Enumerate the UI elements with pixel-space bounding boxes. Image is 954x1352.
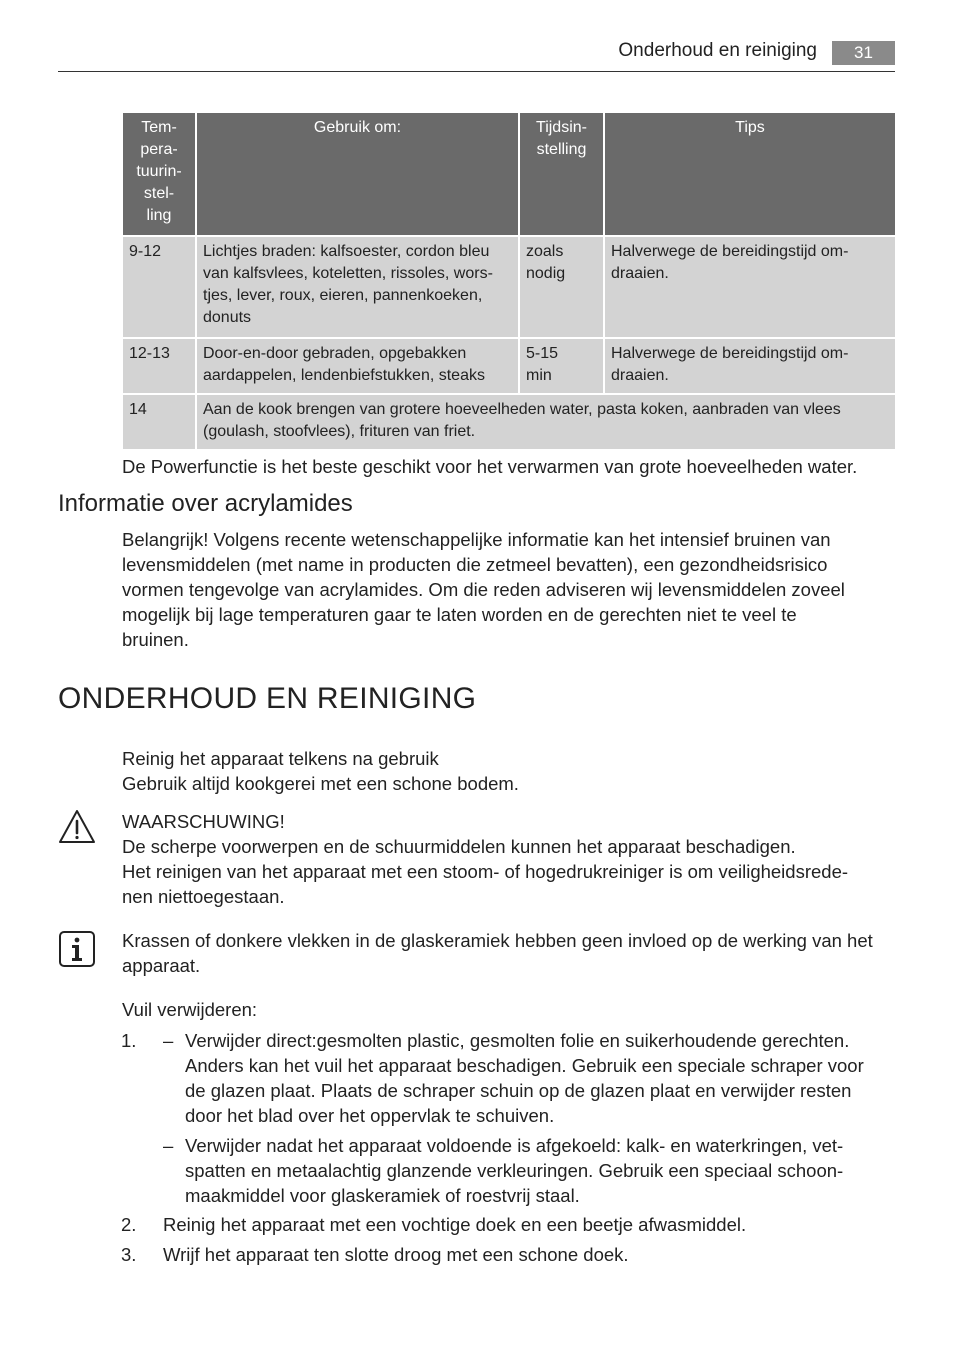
cell-temp: 9-12	[122, 236, 196, 338]
table-row	[122, 236, 896, 338]
cell-use: Aan de kook brengen van grotere hoeveelheden water, pasta koken, aanbraden van vlees (goulash, stoofvlees), frituren van friet.	[196, 394, 896, 450]
step-1a-text: Verwijder direct:gesmolten plastic, gesmolten folie en suikerhoudende gerechten. Anders kan het vuil het apparaat beschadigen. Gebruik een speciale schraper voor de glazen plaat. Plaats de schraper schuin op de glazen plaat en verwijder resten door het blad over het oppervlak te schuiven.	[185, 1030, 864, 1126]
header-time: Tijdsin- stelling	[519, 112, 604, 236]
maintenance-intro: Reinig het apparaat telkens na gebruik Gebruik altijd kookgerei met een schone bodem.	[122, 748, 519, 794]
step-1-number: 1.	[121, 1030, 137, 1051]
header-use: Gebruik om:	[196, 112, 519, 236]
important-label: Belangrijk!	[122, 529, 209, 550]
cell-time: zoals nodig	[519, 236, 604, 338]
bullet-dash: –	[163, 1135, 174, 1156]
step-2-text: Reinig het apparaat met een vochtige doek en een beetje afwasmiddel.	[163, 1214, 747, 1235]
acrylamides-paragraph: Belangrijk! Volgens recente wetenschappelijke informatie kan het intensief bruinen van levensmiddelen (met name in producten die zetmeel bevatten), een gezondheidsrisico vormen tengevolge van acrylamides. Om die reden adviseren wij levensmiddelen zoveel mogelijk bij lage temperaturen gaar te laten worden en de gerechten niet te veel te bruinen.	[122, 529, 845, 650]
step-2-number: 2.	[121, 1214, 137, 1235]
acrylamides-heading: Informatie over acrylamides	[58, 490, 353, 517]
cell-tips: Halverwege de bereidingstijd om- draaien.	[604, 236, 896, 338]
table-row	[122, 338, 896, 394]
cell-temp: 12-13	[122, 338, 196, 394]
header-title: Onderhoud en reiniging	[618, 40, 817, 61]
warning-title: WAARSCHUWING!	[122, 811, 285, 832]
cell-temp: 14	[122, 394, 196, 450]
info-block: Krassen of donkere vlekken in de glaskeramiek hebben geen invloed op de werking van het apparaat.	[122, 930, 873, 976]
section-heading: ONDERHOUD EN REINIGING	[58, 682, 477, 715]
temperature-table	[121, 111, 897, 451]
cell-tips: Halverwege de bereidingstijd om- draaien.	[604, 338, 896, 394]
header-tips: Tips	[604, 112, 896, 236]
dirt-heading: Vuil verwijderen:	[122, 999, 258, 1020]
bullet-dash: –	[163, 1030, 174, 1051]
warning-block: WAARSCHUWING! De scherpe voorwerpen en de schuurmiddelen kunnen het apparaat beschadigen. Het reinigen van het apparaat met een stoom- of hogedrukreiniger is om veiligheidsrede- nen niettoegestaan.	[122, 809, 892, 909]
table-header-row	[122, 112, 896, 236]
page-number: 31	[832, 41, 895, 65]
power-note: De Powerfunctie is het beste geschikt voor het verwarmen van grote hoeveelheden water.	[122, 456, 858, 477]
step-3-text: Wrijf het apparaat ten slotte droog met een schone doek.	[163, 1244, 629, 1265]
cell-use: Door-en-door gebraden, opgebakken aardappelen, lendenbiefstukken, steaks	[196, 338, 519, 394]
warning-icon	[58, 808, 96, 846]
step-3-number: 3.	[121, 1244, 137, 1265]
cell-use: Lichtjes braden: kalfsoester, cordon bleu van kalfsvlees, koteletten, rissoles, wors- tjes, lever, roux, eieren, pannenkoeken, donuts	[196, 236, 519, 338]
header-temperature: Tem- pera- tuurin- stel- ling	[122, 112, 196, 236]
page-header	[58, 38, 895, 72]
table-row	[122, 394, 896, 450]
step-1b-text: Verwijder nadat het apparaat voldoende is afgekoeld: kalk- en waterkringen, vet- spatten en metaalachtig glanzende verkleuringen. Gebruik een speciaal schoon- maakmiddel voor glaskeramiek of roestvrij staal.	[185, 1135, 844, 1206]
cell-time: 5-15 min	[519, 338, 604, 394]
info-icon	[58, 930, 96, 968]
